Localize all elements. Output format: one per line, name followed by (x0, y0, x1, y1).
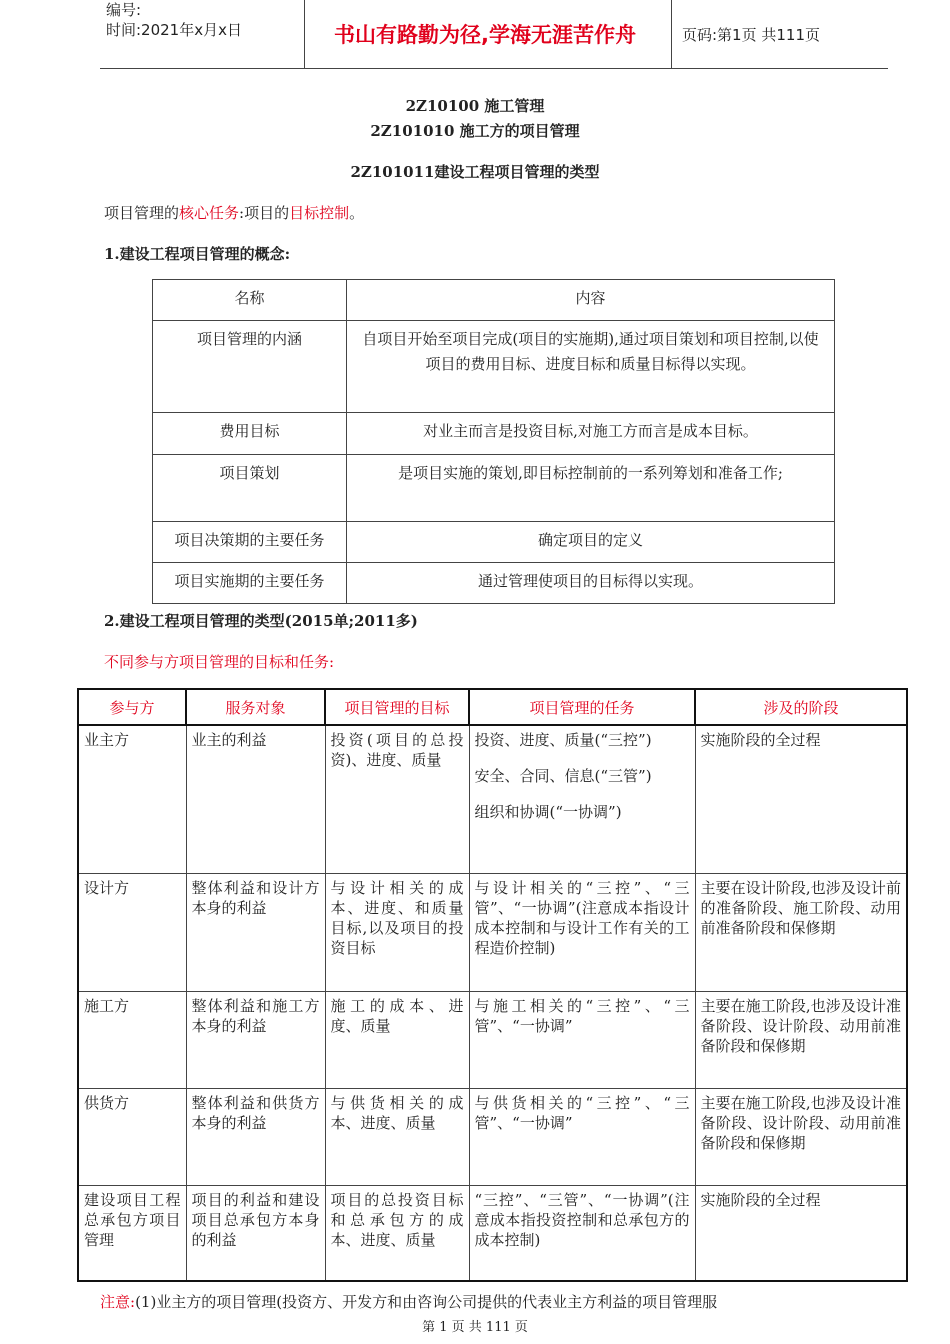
section1-title: 1.建设工程项目管理的概念: (104, 245, 291, 263)
task-item: 安全、合同、信息(“三管”) (474, 767, 652, 785)
goal-cell: 与供货相关的成本、进度、质量 (325, 1088, 469, 1185)
concept-name: 项目管理的内涵 (153, 321, 347, 413)
intro-line (104, 202, 364, 223)
intro-mid: :项目的 (239, 204, 290, 222)
header-page-info: 页码:第1页 共111页 (682, 26, 820, 44)
party-cell: 供货方 (78, 1088, 186, 1185)
table-header-cell: 参与方 (78, 689, 186, 725)
intro-suffix: 。 (349, 204, 365, 222)
serve-cell: 整体利益和设计方本身的利益 (186, 873, 325, 991)
task-item: 投资、进度、质量(“三控”) (474, 731, 652, 749)
table-header-cell: 名称 (153, 280, 347, 321)
table-header-row (153, 280, 835, 321)
concept-name: 项目策划 (153, 455, 347, 522)
concept-name: 费用目标 (153, 413, 347, 455)
table-header-cell: 项目管理的目标 (325, 689, 469, 725)
concept-content: 自项目开始至项目完成(项目的实施期),通过项目策划和项目控制,以使项目的费用目标、进度目标和质量目标得以实现。 (347, 321, 835, 413)
task-item: 与设计相关的“三控”、“三管”、“一协调”(注意成本指设计成本控制和与设计工作有关的工程造价控制) (474, 878, 690, 957)
section2-subtitle: 不同参与方项目管理的目标和任务: (104, 653, 335, 671)
time-label: 时间:2021年x月x日 (106, 21, 242, 39)
goal-cell: 投资(项目的总投资)、进度、质量 (325, 725, 469, 873)
section2-title: 2.建设工程项目管理的类型(2015单;2011多) (104, 612, 418, 630)
task-item: 组织和协调(“一协调”) (474, 803, 622, 821)
tasks-cell (469, 991, 695, 1088)
heading-1: 2Z10100 施工管理 (405, 97, 545, 115)
serve-cell: 整体利益和施工方本身的利益 (186, 991, 325, 1088)
party-cell: 施工方 (78, 991, 186, 1088)
intro-prefix: 项目管理的 (104, 204, 180, 222)
party-cell: 设计方 (78, 873, 186, 991)
serve-cell: 业主的利益 (186, 725, 325, 873)
serve-cell: 整体利益和供货方本身的利益 (186, 1088, 325, 1185)
note-label: 注意: (100, 1293, 136, 1311)
number-label: 编号: (106, 1, 142, 19)
stage-cell: 实施阶段的全过程 (695, 1185, 907, 1281)
stage-cell: 主要在施工阶段,也涉及设计准备阶段、设计阶段、动用前准备阶段和保修期 (695, 1088, 907, 1185)
tasks-cell (469, 1088, 695, 1185)
table-header-cell: 项目管理的任务 (469, 689, 695, 725)
table-row (153, 413, 835, 455)
table-row (153, 563, 835, 604)
header-meta (100, 0, 305, 68)
table-header-cell: 内容 (347, 280, 835, 321)
task-item: 与供货相关的“三控”、“三管”、“一协调” (474, 1093, 690, 1132)
intro-target: 目标控制 (289, 204, 350, 222)
page-number: 第 1 页 共 111 页 (422, 1320, 528, 1335)
page-header (100, 0, 888, 69)
table-row (153, 455, 835, 522)
stage-cell: 主要在施工阶段,也涉及设计准备阶段、设计阶段、动用前准备阶段和保修期 (695, 991, 907, 1088)
types-table (77, 688, 908, 1282)
heading-2: 2Z101010 施工方的项目管理 (370, 122, 580, 140)
heading-3: 2Z101011建设工程项目管理的类型 (350, 163, 600, 181)
stage-cell: 实施阶段的全过程 (695, 725, 907, 873)
table-row (153, 321, 835, 413)
table-header-cell: 服务对象 (186, 689, 325, 725)
table-row (78, 873, 907, 991)
table-row (78, 991, 907, 1088)
tasks-cell (469, 725, 695, 873)
party-cell: 建设项目工程总承包方项目管理 (78, 1185, 186, 1281)
intro-core-task: 核心任务 (179, 204, 240, 222)
tasks-cell (469, 1185, 695, 1281)
goal-cell: 与设计相关的成本、进度、和质量目标,以及项目的投资目标 (325, 873, 469, 991)
party-cell: 业主方 (78, 725, 186, 873)
concept-table (152, 279, 835, 604)
header-motto: 书山有路勤为径,学海无涯苦作舟 (299, 0, 672, 68)
task-item: “三控”、“三管”、“一协调”(注意成本指投资控制和总承包方的成本控制) (474, 1190, 690, 1249)
table-header-cell: 涉及的阶段 (695, 689, 907, 725)
table-header-row (78, 689, 907, 725)
table-row (78, 1088, 907, 1185)
concept-content: 是项目实施的策划,即目标控制前的一系列筹划和准备工作; (347, 455, 835, 522)
concept-name: 项目实施期的主要任务 (153, 563, 347, 604)
table-row (78, 1185, 907, 1281)
concept-content: 确定项目的定义 (347, 522, 835, 563)
concept-name: 项目决策期的主要任务 (153, 522, 347, 563)
goal-cell: 施工的成本、进度、质量 (325, 991, 469, 1088)
goal-cell: 项目的总投资目标和总承包方的成本、进度、质量 (325, 1185, 469, 1281)
table-row (78, 725, 907, 873)
concept-content: 通过管理使项目的目标得以实现。 (347, 563, 835, 604)
concept-content: 对业主而言是投资目标,对施工方而言是成本目标。 (347, 413, 835, 455)
serve-cell: 项目的利益和建设项目总承包方本身的利益 (186, 1185, 325, 1281)
tasks-cell (469, 873, 695, 991)
task-item: 与施工相关的“三控”、“三管”、“一协调” (474, 996, 690, 1035)
stage-cell: 主要在设计阶段,也涉及设计前的准备阶段、施工阶段、动用前准备阶段和保修期 (695, 873, 907, 991)
note-line (100, 1291, 717, 1312)
table-row (153, 522, 835, 563)
note-text: (1)业主方的项目管理(投资方、开发方和由咨询公司提供的代表业主方利益的项目管理服 (135, 1293, 718, 1311)
